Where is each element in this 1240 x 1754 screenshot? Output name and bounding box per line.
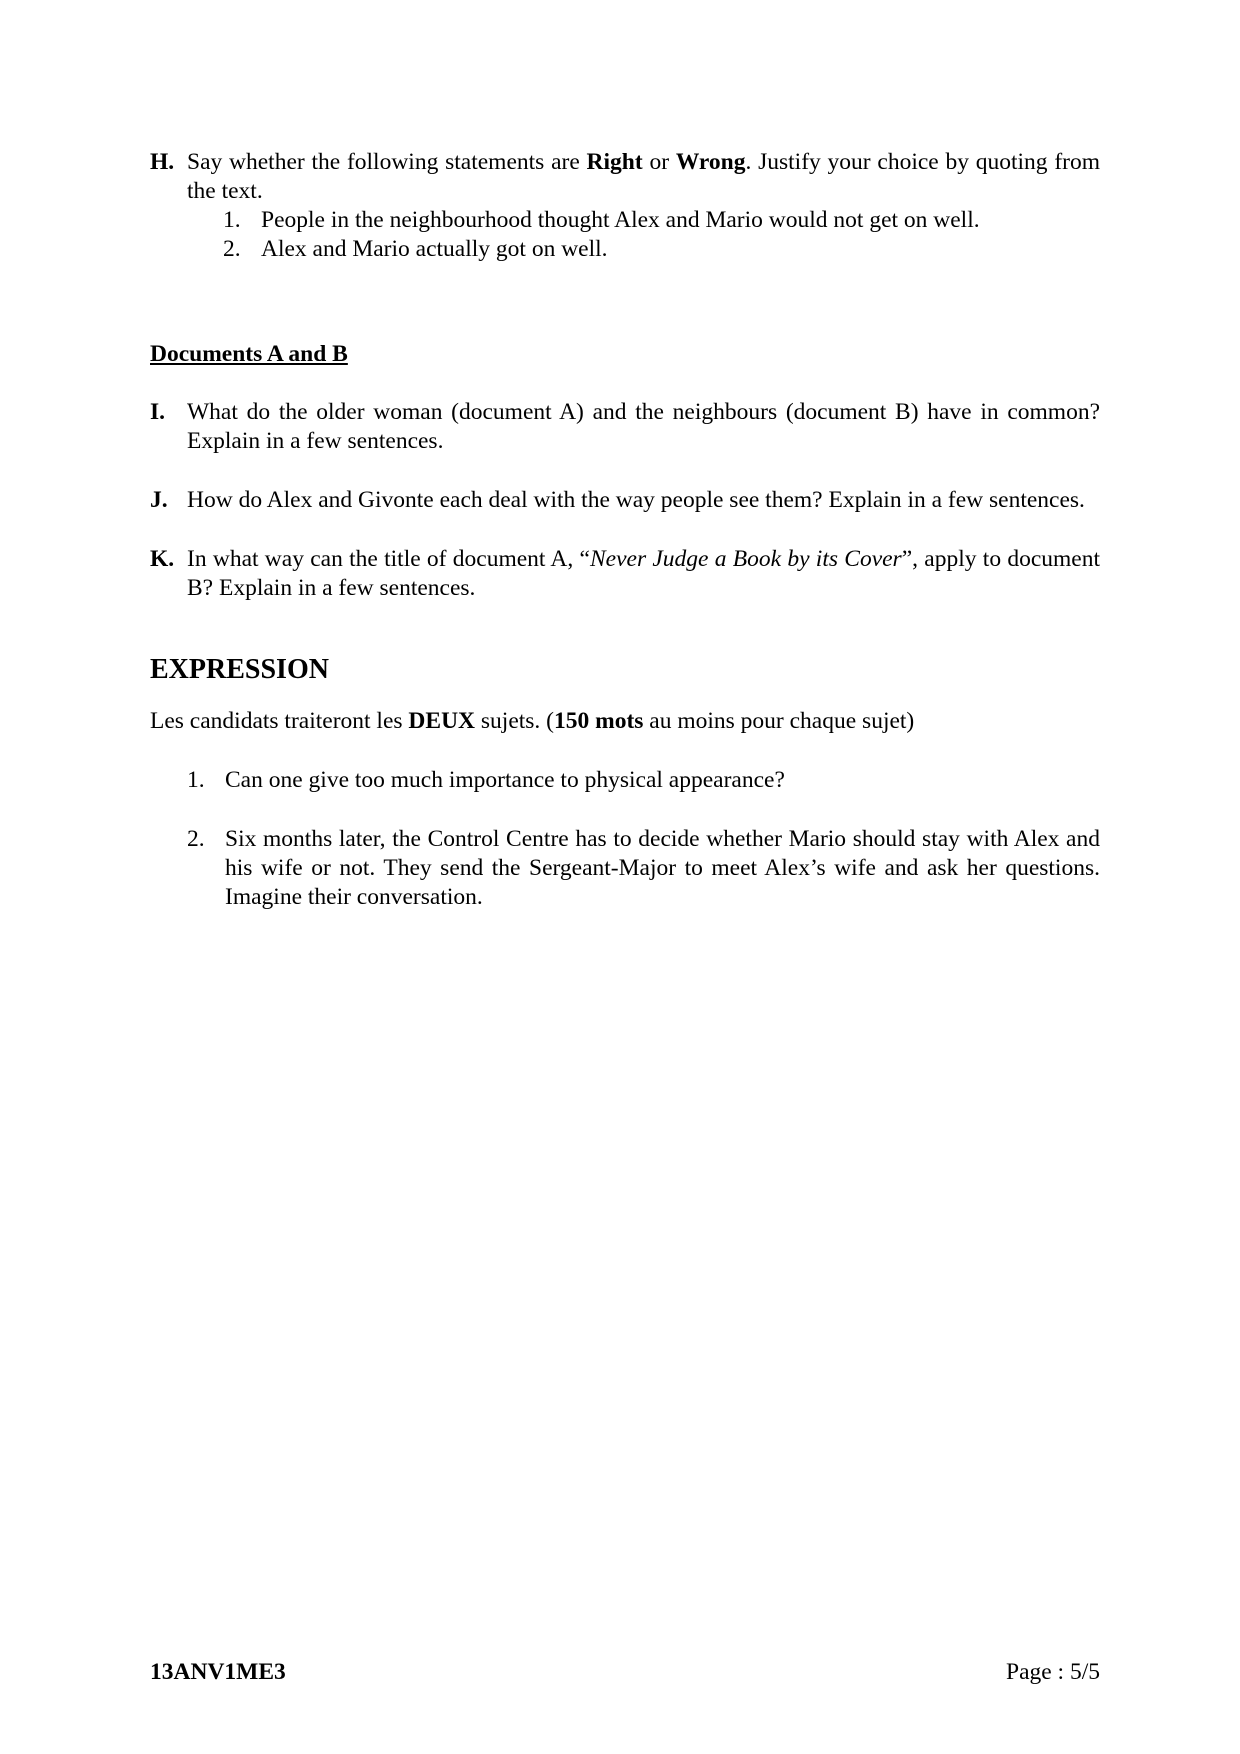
question-text: In what way can the title of document A, “Never Judge a Book by its Cover”, apply to document B? Explain in a few sentences. xyxy=(187,546,1101,601)
question-text: How do Alex and Givonte each deal with the way people see them? Explain in a few sentences. xyxy=(187,487,1085,513)
page-footer xyxy=(150,1658,1100,1687)
expression-instructions: Les candidats traiteront les DEUX sujets. (150 mots au moins pour chaque sujet) xyxy=(150,708,915,734)
exam-page xyxy=(150,148,1100,912)
question-k: K. In what way can the title of document A, “Never Judge a Book by its Cover”, apply to document B? Explain in a few sentences. xyxy=(150,546,1101,601)
question-text: What do the older woman (document A) and the neighbours (document B) have in common? Explain in a few sentences. xyxy=(187,399,1100,454)
question-letter: H. xyxy=(150,149,175,175)
question-h xyxy=(150,148,1100,206)
essay-topic: 2. Six months later, the Control Centre has to decide whether Mario should stay with Alex and his wife or not. They send the Sergeant-Major to meet Alex’s wife and ask her questions. Imagine their conversation. xyxy=(187,826,1100,910)
expression-heading: EXPRESSION xyxy=(150,654,329,685)
wrong-keyword: Wrong xyxy=(675,149,746,175)
statement-item: 2. Alex and Mario actually got on well. xyxy=(223,236,608,262)
statement-item: 1. People in the neighbourhood thought Alex and Mario would not get on well. xyxy=(223,207,980,233)
page-number: Page : 5/5 xyxy=(1006,1659,1100,1685)
question-i: I. What do the older woman (document A) and the neighbours (document B) have in common? Explain in a few sentences. xyxy=(150,399,1100,454)
question-j: J. How do Alex and Givonte each deal with the way people see them? Explain in a few sentences. xyxy=(150,487,1085,513)
exam-code: 13ANV1ME3 xyxy=(150,1659,286,1685)
essay-topic: 1. Can one give too much importance to physical appearance? xyxy=(187,767,785,793)
documents-heading: Documents A and B xyxy=(150,341,348,367)
question-text: Say whether the following statements are Right or Wrong. Justify your choice by quoting from the text. xyxy=(187,149,1101,204)
right-keyword: Right xyxy=(586,149,643,175)
document-title: Never Judge a Book by its Cover xyxy=(589,546,902,572)
